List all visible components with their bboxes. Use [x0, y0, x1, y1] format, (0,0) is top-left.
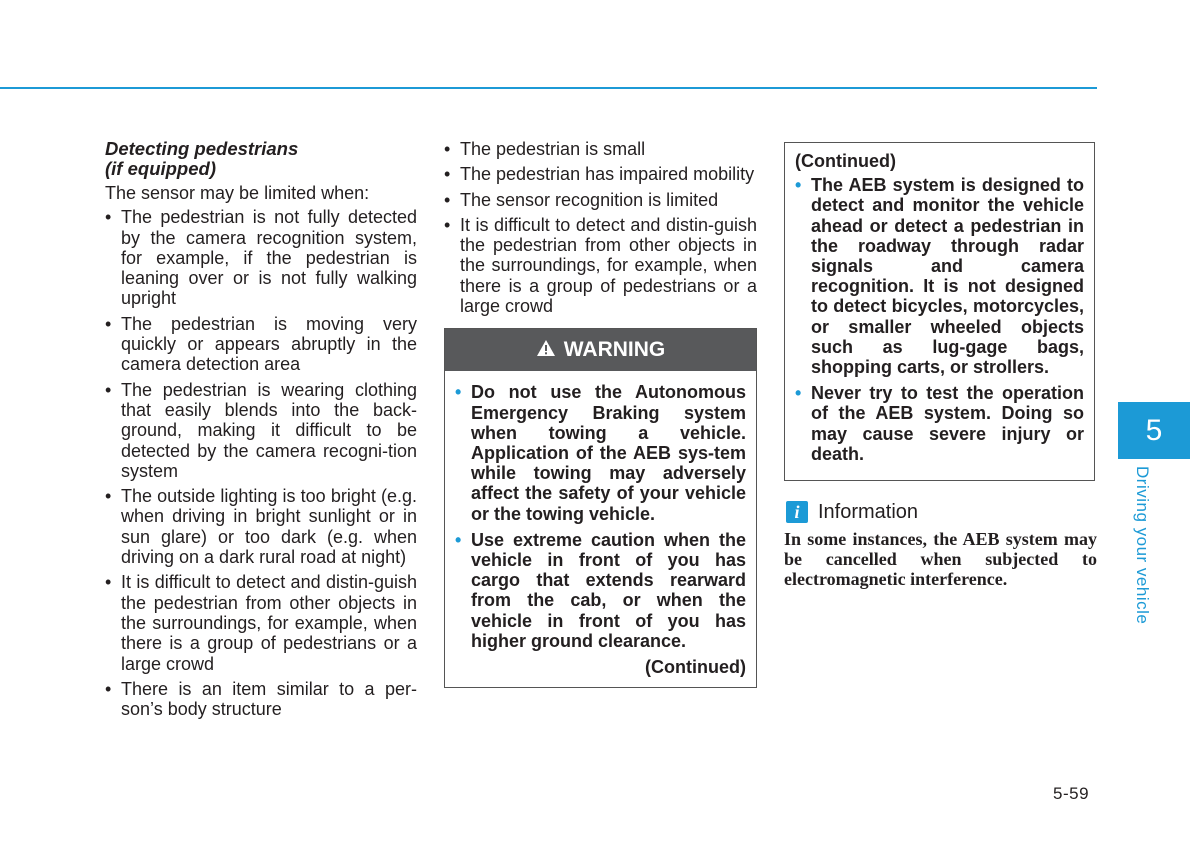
- warning-triangle-icon: [536, 339, 556, 361]
- list-item: • The pedestrian is small: [444, 139, 757, 159]
- warning-item: • Use extreme caution when the vehicle in front of you has cargo that extends rearward from the cab, or when the vehicle in front of you has higher ground clearance.: [455, 530, 746, 651]
- warning-continued-box: [784, 142, 1095, 481]
- chapter-number-tab: 5: [1118, 402, 1190, 459]
- list-item: • It is difficult to detect and distin-guish the pedestrian from other objects in the surroundings, for example, when there is a group of pedestrians or a large crowd: [105, 572, 417, 673]
- warning-item: • Do not use the Autonomous Emergency Braking system when towing a vehicle. Application of the AEB sys-tem while towing may adversely affect the safety of your vehicle or the towing vehicle.: [455, 382, 746, 523]
- chapter-title: Driving your vehicle: [1133, 466, 1152, 625]
- left-column: [105, 139, 417, 724]
- list-item: • There is an item similar to a per-son’s body structure: [105, 679, 417, 720]
- list-item: • The pedestrian has impaired mobility: [444, 164, 757, 184]
- warning-header: [445, 329, 756, 371]
- information-header: [784, 501, 1097, 523]
- warning-body: [445, 371, 756, 687]
- list-item: • The pedestrian is wearing clothing that easily blends into the back-ground, making it difficult to be detected by the camera recogni-tion system: [105, 380, 417, 481]
- warning-item: • Never try to test the operation of the AEB system. Doing so may cause severe injury or death.: [795, 383, 1084, 464]
- information-text: In some instances, the AEB system may be cancelled when subjected to electromagnetic interference.: [784, 529, 1097, 590]
- warning-list: [455, 382, 746, 651]
- list-item: • It is difficult to detect and distin-guish the pedestrian from other objects in the surroundings, for example, when there is a group of pedestrians or a large crowd: [444, 215, 757, 316]
- limitation-list-continued: [444, 139, 757, 316]
- limitation-list: [105, 207, 417, 719]
- top-rule: [0, 87, 1097, 89]
- list-item: • The outside lighting is too bright (e.g. when driving in bright sunlight or in sun glare) or too dark (e.g. when driving on a dark rural road at night): [105, 486, 417, 567]
- list-item: • The sensor recognition is limited: [444, 190, 757, 210]
- warning-box: [444, 328, 757, 688]
- warning-title: WARNING: [563, 338, 666, 362]
- section-heading-line2: (if equipped): [105, 158, 216, 179]
- page-number: 5-59: [1053, 784, 1090, 803]
- middle-column: [444, 139, 757, 688]
- warning-item: • The AEB system is designed to detect and monitor the vehicle ahead or detect a pedestrian in the roadway through radar signals and camera recognition. It is not designed to detect bicycles, motorcycles, or smaller wheeled objects such as lug-gage bags, shopping carts, or strollers.: [795, 175, 1084, 377]
- intro-text: The sensor may be limited when:: [105, 183, 370, 203]
- section-heading-line1: Detecting pedestrians: [105, 138, 299, 159]
- information-title: Information: [818, 500, 919, 523]
- section-heading: [105, 139, 417, 179]
- right-column: [784, 142, 1097, 589]
- info-icon: i: [786, 501, 808, 523]
- continued-label: (Continued): [645, 657, 746, 678]
- warning-list-continued: [795, 175, 1084, 464]
- list-item: • The pedestrian is not fully detected by the camera recognition system, for example, if the pedestrian is leaning over or is not fully walking upright: [105, 207, 417, 308]
- continued-heading: (Continued): [795, 151, 896, 171]
- list-item: • The pedestrian is moving very quickly or appears abruptly in the camera detection area: [105, 314, 417, 375]
